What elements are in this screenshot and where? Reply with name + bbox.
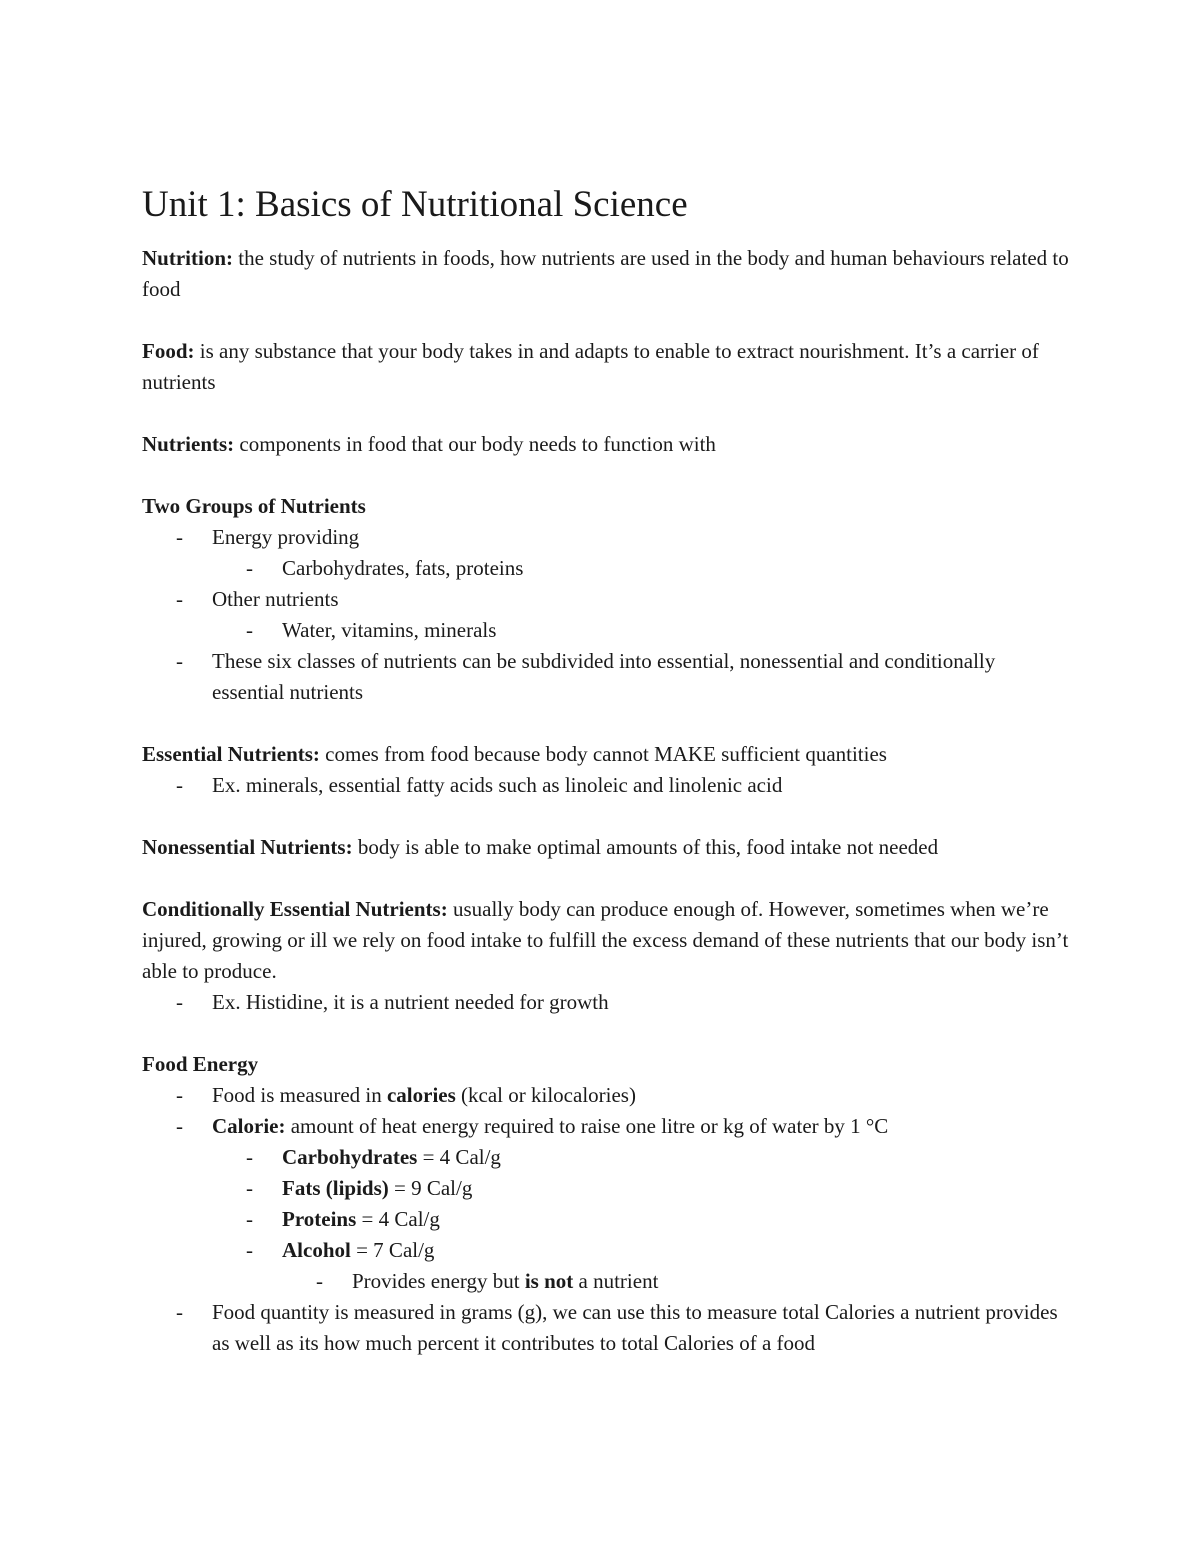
nutrition-def: the study of nutrients in foods, how nutrients are used in the body and human behaviours related to food (142, 246, 1069, 301)
nonessential-definition (142, 832, 1072, 863)
essential-list (142, 770, 1072, 801)
nonessential-def: body is able to make optimal amounts of this, food intake not needed (352, 835, 939, 859)
essential-term: Essential Nutrients: (142, 742, 320, 766)
food-quantity-list (142, 1297, 1072, 1359)
list-item: - Ex. minerals, essential fatty acids such as linoleic and linolenic acid (142, 770, 1072, 801)
conditional-list (142, 987, 1072, 1018)
alcohol-value: = 7 Cal/g (350, 1238, 435, 1262)
fats-term: Fats (lipids) (282, 1176, 389, 1200)
carbs-value: = 4 Cal/g (417, 1145, 501, 1169)
calorie-term: Calorie: (212, 1114, 286, 1138)
alcohol-term: Alcohol (282, 1238, 351, 1262)
list-item: - Food quantity is measured in grams (g), we can use this to measure total Calories a nutrient provides as well as its how much percent it contributes to total Calories of a food (142, 1297, 1072, 1359)
essential-def: comes from food because body cannot MAKE sufficient quantities (319, 742, 887, 766)
carbs-term: Carbohydrates (282, 1145, 418, 1169)
food-energy-heading (142, 1049, 1072, 1080)
nutrients-term: Nutrients: (142, 432, 235, 456)
conditional-def: usually body can produce enough of. However, sometimes when we’re injured, growing or ill we rely on food intake to fulfill the excess demand of these nutrients that our body isn’t able to produce. (142, 897, 1069, 983)
calorie-def: amount of heat energy required to raise one litre or kg of water by 1 °C (285, 1114, 889, 1138)
two-groups-list-2 (142, 584, 1072, 615)
food-energy-heading-text: Food Energy (142, 1052, 259, 1076)
list-item: - These six classes of nutrients can be subdivided into essential, nonessential and conditionally essential nutrients (142, 646, 1072, 708)
two-groups-heading-text: Two Groups of Nutrients (142, 494, 366, 518)
nutrition-definition (142, 243, 1072, 305)
list-item (142, 1204, 1072, 1235)
list-item: - Water, vitamins, minerals (142, 615, 1072, 646)
food-def: is any substance that your body takes in and adapts to enable to extract nourishment. It’s a carrier of nutrients (142, 339, 1039, 394)
two-groups-list (142, 522, 1072, 553)
page-title: Unit 1: Basics of Nutritional Science (142, 184, 688, 225)
measured-post: (kcal or kilocalories) (455, 1083, 636, 1107)
energy-sublist (142, 553, 1072, 584)
list-item (142, 1080, 1072, 1111)
calorie-values-list (142, 1142, 1072, 1266)
fats-value: = 9 Cal/g (388, 1176, 473, 1200)
essential-definition (142, 739, 1072, 770)
food-energy-list (142, 1080, 1072, 1142)
document-body (142, 243, 1072, 1359)
list-item: - Ex. Histidine, it is a nutrient needed for growth (142, 987, 1072, 1018)
list-item: - Other nutrients (142, 584, 1072, 615)
nonessential-term: Nonessential Nutrients: (142, 835, 353, 859)
alcohol-note-post: a nutrient (573, 1269, 659, 1293)
alcohol-note-pre: Provides energy but (352, 1269, 525, 1293)
food-term: Food: (142, 339, 195, 363)
list-item (142, 1142, 1072, 1173)
list-item: - Carbohydrates, fats, proteins (142, 553, 1072, 584)
list-item (142, 1111, 1072, 1142)
list-item: - Energy providing (142, 522, 1072, 553)
list-item (142, 1235, 1072, 1266)
list-item (142, 1173, 1072, 1204)
conditional-definition (142, 894, 1072, 987)
food-definition (142, 336, 1072, 398)
conditional-term: Conditionally Essential Nutrients: (142, 897, 448, 921)
alcohol-note-bold: is not (524, 1269, 574, 1293)
alcohol-note-list (142, 1266, 1072, 1297)
other-sublist (142, 615, 1072, 646)
nutrients-def: components in food that our body needs to function with (234, 432, 716, 456)
two-groups-heading (142, 491, 1072, 522)
two-groups-list-3 (142, 646, 1072, 708)
measured-pre: Food is measured in (212, 1083, 387, 1107)
proteins-value: = 4 Cal/g (356, 1207, 440, 1231)
nutrition-term: Nutrition: (142, 246, 233, 270)
measured-bold: calories (386, 1083, 456, 1107)
list-item (142, 1266, 1072, 1297)
proteins-term: Proteins (282, 1207, 357, 1231)
nutrients-definition (142, 429, 1072, 460)
